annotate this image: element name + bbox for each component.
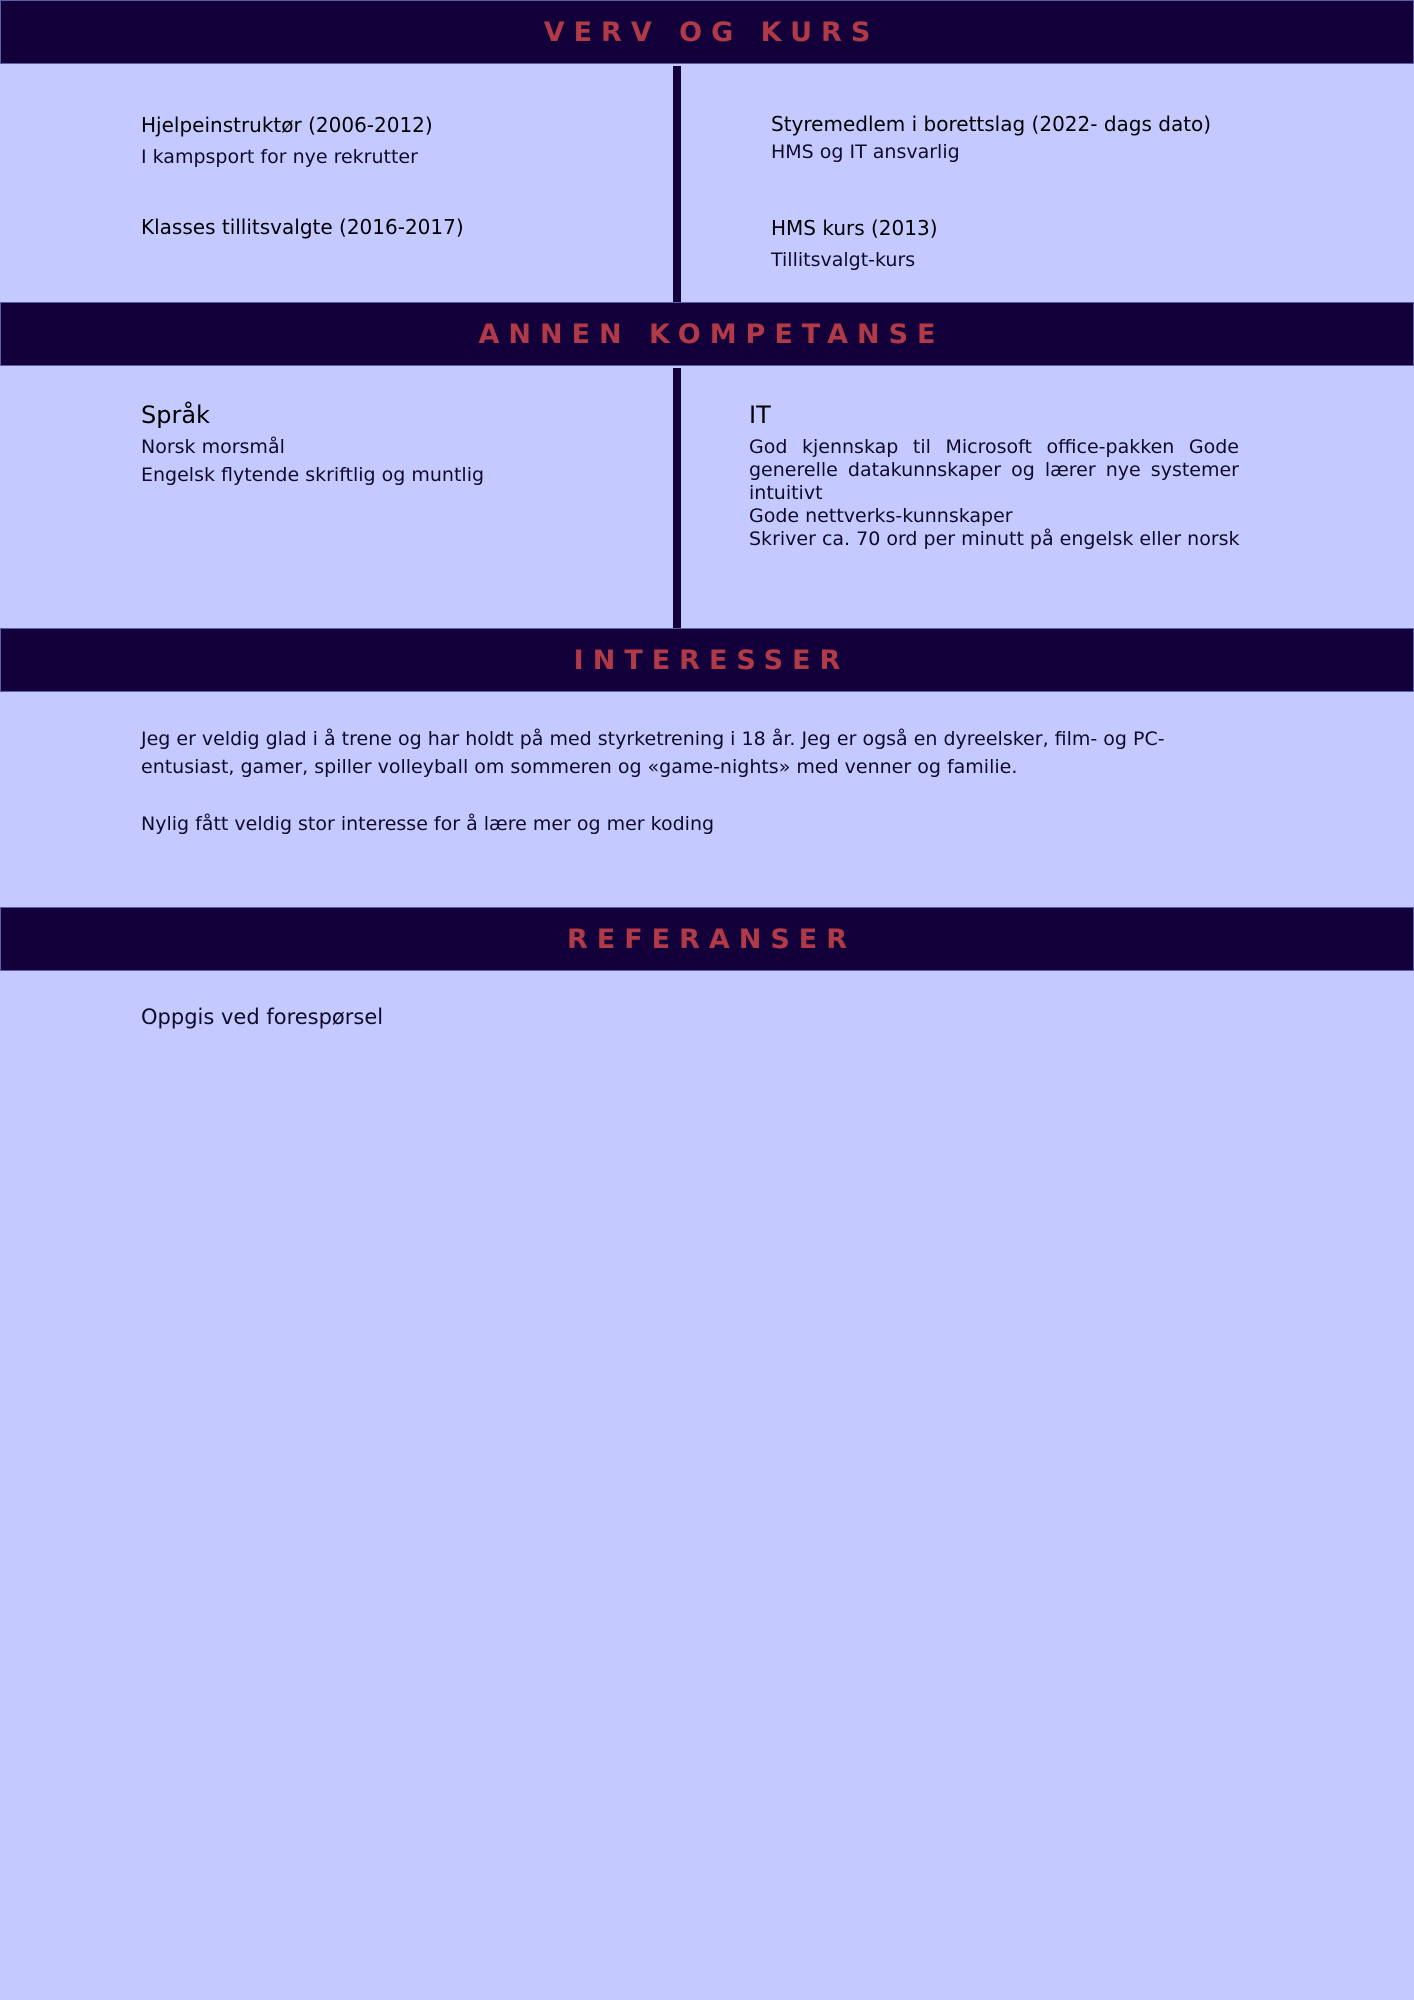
section-header-interesser	[0, 628, 1414, 692]
it-line: Gode nettverks-kunnskaper	[749, 505, 1013, 527]
verv-item-detail: I kampsport for nye rekrutter	[141, 146, 418, 168]
it-paragraph: God kjennskap til Microsoft office-pakken Gode generelle datakunnskaper og lærer nye systemer intuitivt	[749, 436, 1239, 504]
section-title: VERV OG KURS	[543, 16, 880, 48]
section-header-verv	[0, 0, 1414, 64]
column-divider	[673, 368, 681, 628]
section-title: REFERANSER	[566, 923, 857, 955]
sprak-heading: Språk	[141, 401, 210, 429]
verv-item-heading: Styremedlem i borettslag (2022- dags dato)	[771, 112, 1212, 136]
referanser-text: Oppgis ved forespørsel	[141, 1005, 384, 1029]
interesser-paragraph: Nylig fått veldig stor interesse for å lære mer og mer koding	[141, 813, 715, 835]
section-header-referanser	[0, 907, 1414, 971]
it-line: Skriver ca. 70 ord per minutt på engelsk eller norsk	[749, 528, 1240, 550]
verv-item-heading: HMS kurs (2013)	[771, 216, 938, 240]
section-header-kompetanse	[0, 302, 1414, 366]
interesser-paragraph: Jeg er veldig glad i å trene og har holdt på med styrketrening i 18 år. Jeg er også en dyreelsker, film- og PC-entusiast, gamer, spiller volleyball om sommeren og «game-nights» med venner og familie.	[141, 728, 1165, 778]
it-description	[749, 436, 1239, 551]
verv-item-detail: HMS og IT ansvarlig	[771, 141, 960, 163]
section-title: ANNEN KOMPETANSE	[478, 318, 945, 350]
section-title: INTERESSER	[573, 644, 850, 676]
sprak-line: Engelsk flytende skriftlig og muntlig	[141, 464, 485, 486]
it-heading: IT	[749, 401, 771, 429]
sprak-line: Norsk morsmål	[141, 436, 285, 458]
verv-item-detail: Tillitsvalgt-kurs	[771, 249, 916, 271]
verv-item-heading: Klasses tillitsvalgte (2016-2017)	[141, 215, 464, 239]
column-divider	[673, 66, 681, 302]
verv-item-heading: Hjelpeinstruktør (2006-2012)	[141, 113, 433, 137]
